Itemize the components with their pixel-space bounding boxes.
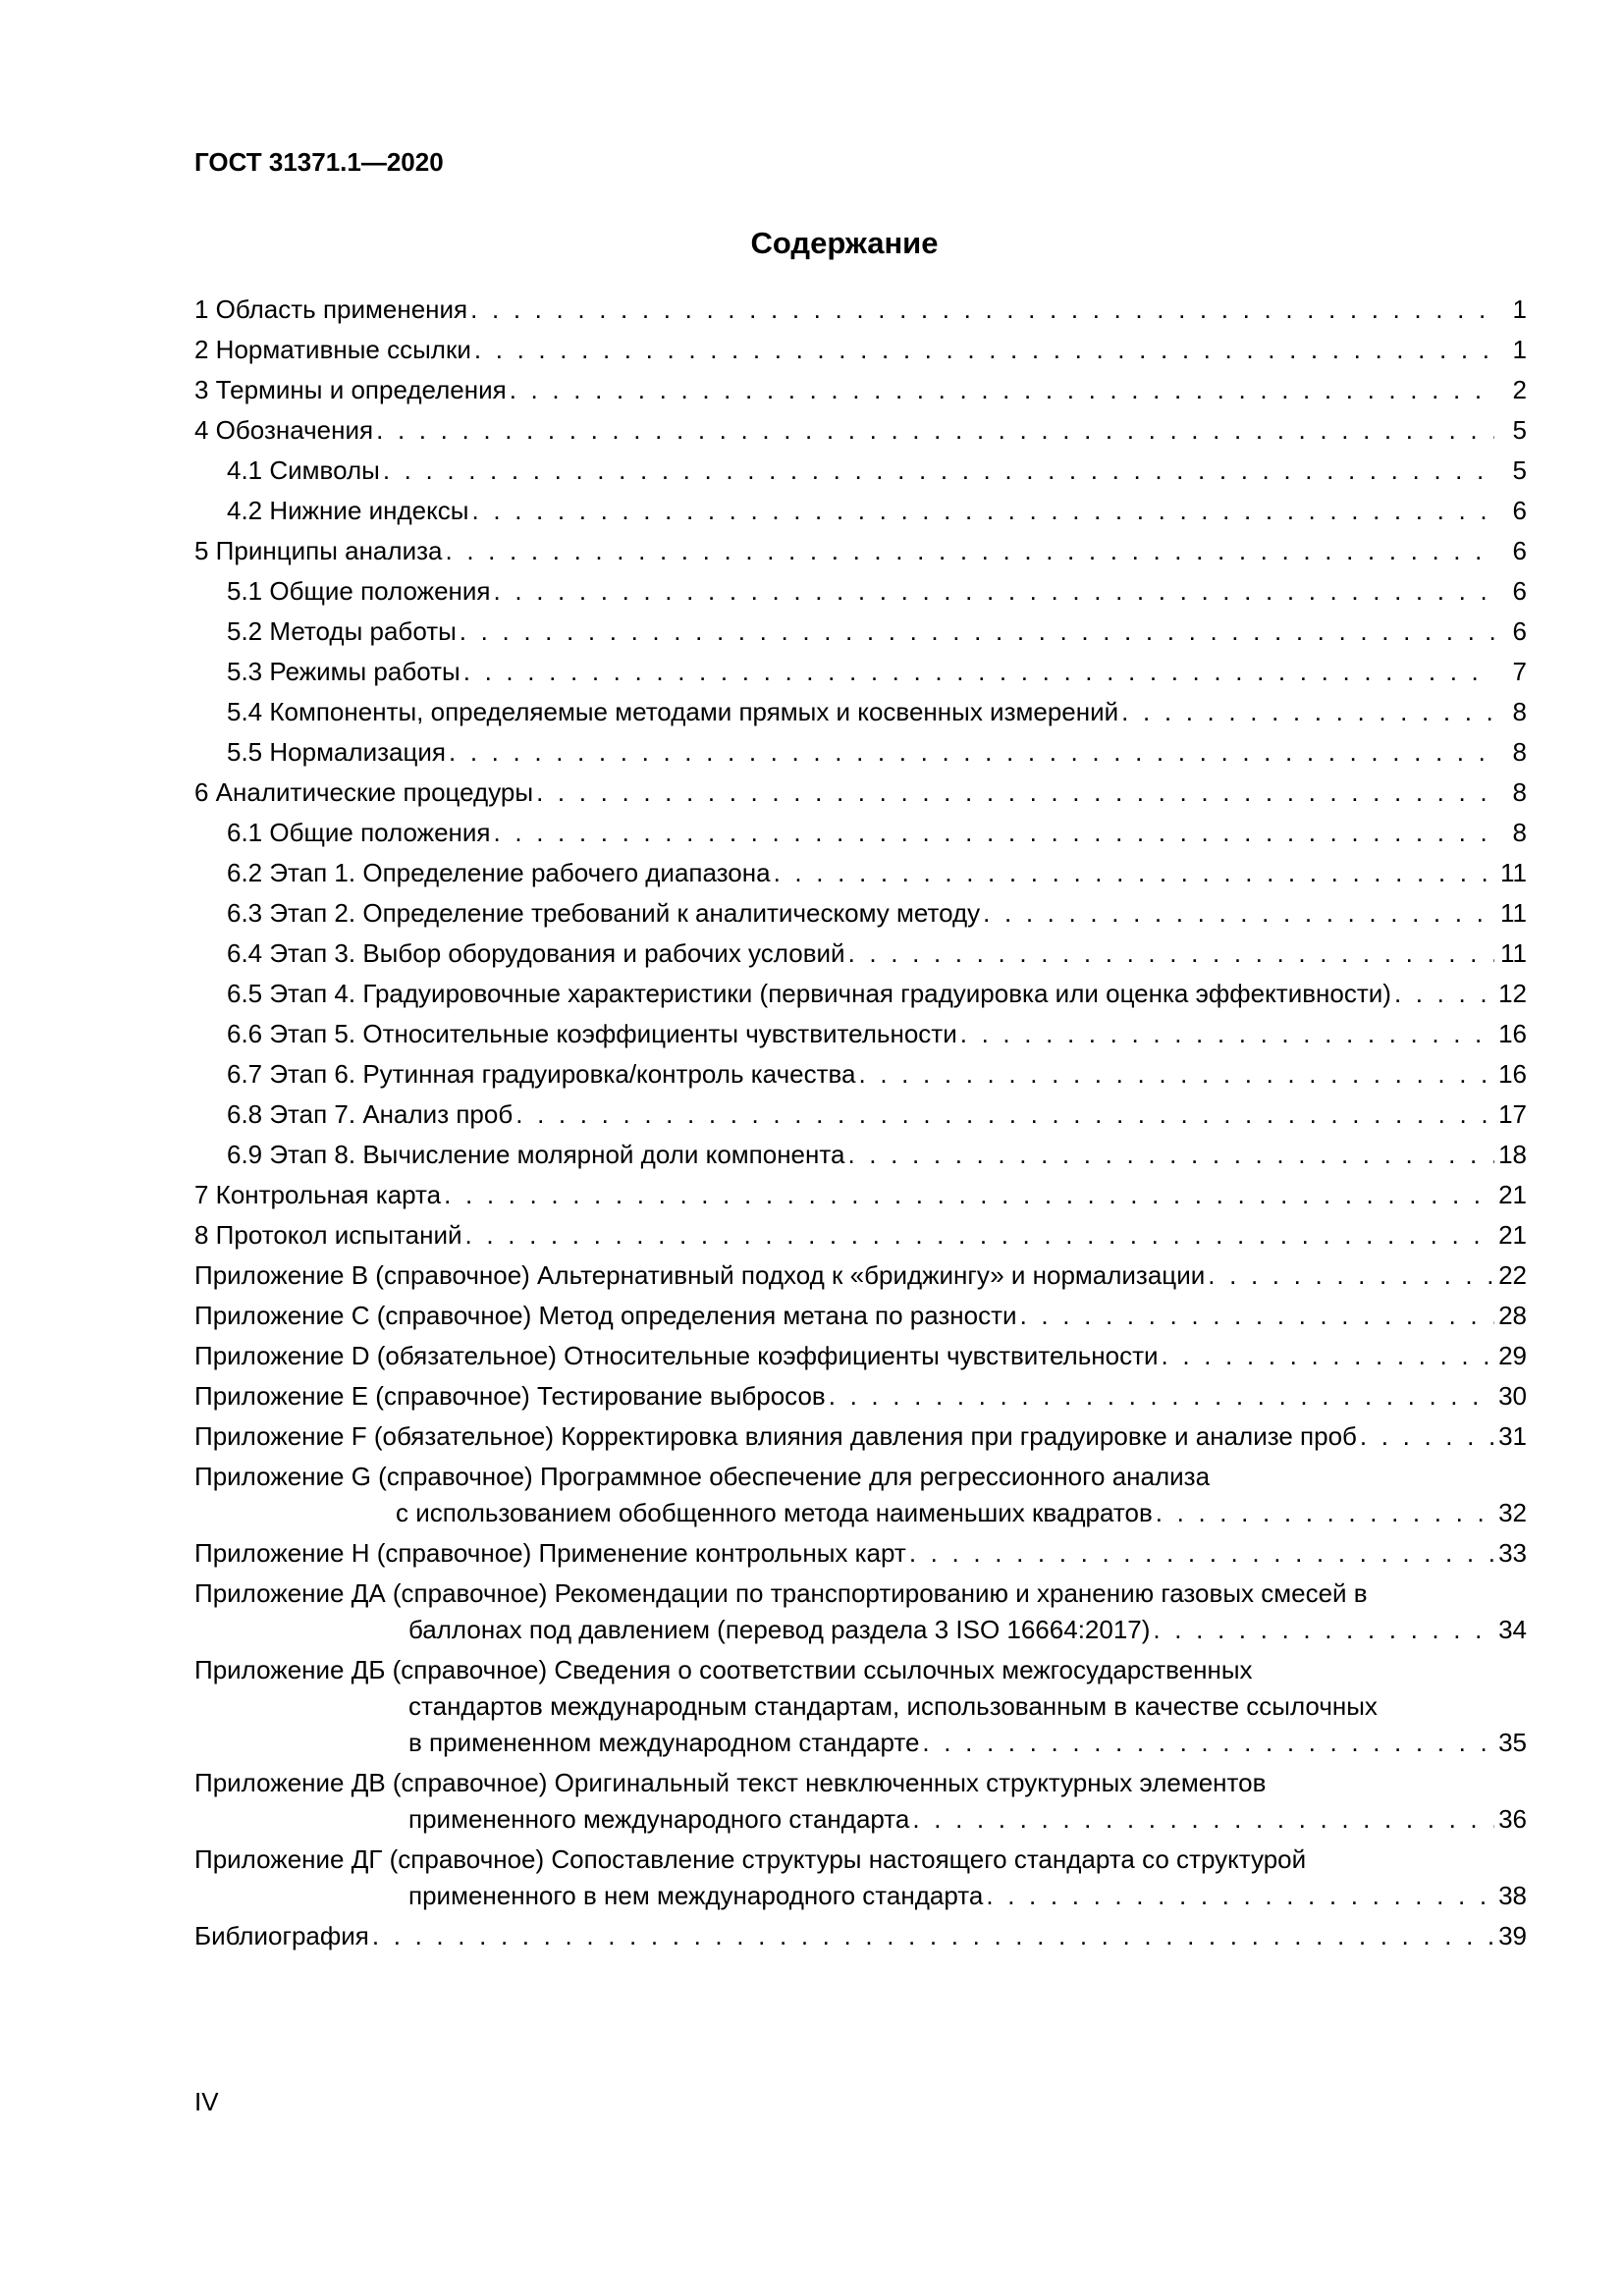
dot-leader xyxy=(449,734,1494,771)
toc-entry-text-continued: примененного международного стандарта xyxy=(408,1804,910,1834)
toc-subentry[interactable] xyxy=(194,734,1527,771)
dot-leader xyxy=(1360,1418,1494,1455)
toc-entry[interactable] xyxy=(194,1459,1527,1531)
toc-entry[interactable] xyxy=(194,372,1527,408)
toc-entry-page: 8 xyxy=(1512,818,1527,847)
dot-leader xyxy=(536,774,1494,811)
toc-entry-text: Приложение F (обязательное) Корректировка влияния давления при градуировке и анализе проб xyxy=(194,1421,1357,1451)
toc-subentry[interactable] xyxy=(194,815,1527,851)
toc-entry-text-continued: в примененном международном стандарте xyxy=(408,1728,920,1757)
toc-entry-text: 6 Аналитические процедуры xyxy=(194,777,534,807)
toc-entry-text: Приложение ДБ (справочное) Сведения о соответствии ссылочных межгосударственных xyxy=(194,1655,1253,1684)
toc-entry-page: 28 xyxy=(1498,1301,1527,1330)
toc-entry-text: 8 Протокол испытаний xyxy=(194,1220,462,1250)
toc-entry-page: 1 xyxy=(1512,335,1527,364)
toc-entry-text: Приложение В (справочное) Альтернативный подход к «бриджингу» и нормализации xyxy=(194,1260,1206,1290)
dot-leader xyxy=(858,1056,1494,1093)
toc-entry-page: 35 xyxy=(1498,1728,1527,1757)
toc-entry-text: Приложение Н (справочное) Применение контрольных карт xyxy=(194,1538,906,1568)
dot-leader xyxy=(1121,694,1494,730)
toc-subentry[interactable] xyxy=(194,573,1527,610)
toc-entry-page: 8 xyxy=(1512,777,1527,807)
toc-entry-text: Библиография xyxy=(194,1921,369,1950)
dot-leader xyxy=(376,412,1494,449)
toc-entry-page: 7 xyxy=(1512,657,1527,686)
dot-leader xyxy=(1394,976,1494,1012)
dot-leader xyxy=(1208,1257,1494,1294)
table-of-contents xyxy=(194,292,1527,1958)
dot-leader xyxy=(1153,1612,1494,1648)
toc-entry-page: 38 xyxy=(1498,1881,1527,1910)
toc-entry[interactable] xyxy=(194,1575,1527,1648)
toc-entry[interactable] xyxy=(194,1217,1527,1254)
toc-entry-page: 32 xyxy=(1498,1498,1527,1527)
toc-entry-text: Приложение G (справочное) Программное обеспечение для регрессионного анализа xyxy=(194,1462,1211,1491)
toc-entry[interactable] xyxy=(194,412,1527,449)
toc-entry-text: 5.5 Нормализация xyxy=(227,737,446,767)
toc-entry-text-continued: с использованием обобщенного метода наименьших квадратов xyxy=(396,1498,1153,1527)
standard-code: ГОСТ 31371.1—2020 xyxy=(194,147,444,177)
toc-entry-page: 29 xyxy=(1498,1341,1527,1370)
toc-entry-page: 1 xyxy=(1512,294,1527,324)
toc-subentry[interactable] xyxy=(194,1096,1527,1133)
toc-entry-text: 5.1 Общие положения xyxy=(227,576,491,606)
page-number: IV xyxy=(194,2087,219,2116)
toc-entry-text: Приложение ДВ (справочное) Оригинальный текст невключенных структурных элементов xyxy=(194,1768,1267,1797)
toc-entry[interactable] xyxy=(194,1918,1527,1954)
toc-entry-text: Приложение Е (справочное) Тестирование выбросов xyxy=(194,1381,826,1411)
toc-entry-text: 6.5 Этап 4. Градуировочные характеристики (первичная градуировка или оценка эффективности) xyxy=(227,979,1391,1008)
dot-leader xyxy=(372,1918,1494,1954)
toc-entry-text: 6.3 Этап 2. Определение требований к аналитическому методу xyxy=(227,898,981,928)
toc-entry-text: 3 Термины и определения xyxy=(194,375,507,404)
toc-entry-text: 5.4 Компоненты, определяемые методами прямых и косвенных измерений xyxy=(227,697,1119,726)
toc-entry[interactable] xyxy=(194,1652,1527,1761)
toc-entry[interactable] xyxy=(194,292,1527,328)
toc-subentry[interactable] xyxy=(194,935,1527,972)
toc-subentry[interactable] xyxy=(194,614,1527,650)
toc-entry[interactable] xyxy=(194,332,1527,368)
dot-leader xyxy=(922,1725,1494,1761)
toc-entry[interactable] xyxy=(194,1418,1527,1455)
toc-entry-text: 7 Контрольная карта xyxy=(194,1180,442,1209)
toc-entry-page: 8 xyxy=(1512,737,1527,767)
toc-entry-text: 5 Принципы анализа xyxy=(194,536,443,565)
toc-entry-page: 31 xyxy=(1498,1421,1527,1451)
toc-entry-page: 12 xyxy=(1498,979,1527,1008)
dot-leader xyxy=(460,614,1494,650)
toc-entry-text: Приложение С (справочное) Метод определения метана по разности xyxy=(194,1301,1017,1330)
dot-leader xyxy=(848,935,1494,972)
dot-leader xyxy=(510,372,1494,408)
toc-entry-text: 6.9 Этап 8. Вычисление молярной доли компонента xyxy=(227,1140,845,1169)
toc-entry-text-continued: стандартов международным стандартам, использованным в качестве ссылочных xyxy=(408,1691,1378,1721)
toc-entry-page: 6 xyxy=(1512,576,1527,606)
toc-entry-text: 6.8 Этап 7. Анализ проб xyxy=(227,1099,514,1129)
toc-entry-page: 39 xyxy=(1498,1921,1527,1950)
dot-leader xyxy=(463,654,1494,690)
toc-subentry[interactable] xyxy=(194,1056,1527,1093)
toc-entry-text: 5.3 Режимы работы xyxy=(227,657,460,686)
toc-entry-text: Приложение ДГ (справочное) Сопоставление структуры настоящего стандарта со структурой xyxy=(194,1844,1307,1874)
dot-leader xyxy=(465,1217,1494,1254)
toc-subentry[interactable] xyxy=(194,1016,1527,1052)
toc-entry-page: 6 xyxy=(1512,616,1527,646)
toc-entry-page: 11 xyxy=(1500,858,1527,887)
toc-entry-page: 34 xyxy=(1498,1615,1527,1644)
toc-entry-page: 6 xyxy=(1512,496,1527,525)
dot-leader xyxy=(829,1378,1494,1415)
toc-entry-text: 4 Обозначения xyxy=(194,415,374,445)
dot-leader xyxy=(847,1137,1494,1173)
dot-leader xyxy=(983,895,1494,932)
toc-subentry[interactable] xyxy=(194,976,1527,1012)
toc-entry[interactable] xyxy=(194,1535,1527,1572)
toc-entry-text-continued: примененного в нем международного стандарта xyxy=(408,1881,984,1910)
toc-entry-text: 6.7 Этап 6. Рутинная градуировка/контроль качества xyxy=(227,1059,856,1089)
toc-entry-page: 21 xyxy=(1498,1220,1527,1250)
dot-leader xyxy=(1156,1495,1494,1531)
toc-subentry[interactable] xyxy=(194,493,1527,529)
toc-entry-page: 21 xyxy=(1498,1180,1527,1209)
dot-leader xyxy=(444,1177,1494,1213)
toc-entry-page: 17 xyxy=(1498,1099,1527,1129)
dot-leader xyxy=(383,453,1494,489)
toc-entry-page: 16 xyxy=(1498,1059,1527,1089)
toc-entry-page: 11 xyxy=(1500,938,1527,968)
toc-entry-text: 6.1 Общие положения xyxy=(227,818,491,847)
toc-entry-page: 8 xyxy=(1512,697,1527,726)
dot-leader xyxy=(1162,1338,1494,1374)
toc-subentry[interactable] xyxy=(194,453,1527,489)
toc-entry[interactable] xyxy=(194,1842,1527,1914)
dot-leader xyxy=(960,1016,1494,1052)
toc-entry-page: 30 xyxy=(1498,1381,1527,1411)
page-title: Содержание xyxy=(750,226,939,260)
toc-entry-text: 4.2 Нижние индексы xyxy=(227,496,469,525)
toc-entry-page: 16 xyxy=(1498,1019,1527,1048)
toc-entry-text: 1 Область применения xyxy=(194,294,468,324)
dot-leader xyxy=(472,493,1495,529)
toc-entry[interactable] xyxy=(194,533,1527,569)
toc-entry-page: 33 xyxy=(1498,1538,1527,1568)
toc-entry-page: 2 xyxy=(1512,375,1527,404)
toc-entry[interactable] xyxy=(194,1298,1527,1334)
dot-leader xyxy=(774,855,1494,891)
dot-leader xyxy=(986,1878,1494,1914)
toc-subentry[interactable] xyxy=(194,694,1527,730)
toc-entry-page: 36 xyxy=(1498,1804,1527,1834)
dot-leader xyxy=(515,1096,1494,1133)
toc-entry-text: Приложение D (обязательное) Относительные коэффициенты чувствительности xyxy=(194,1341,1159,1370)
toc-entry-text: 5.2 Методы работы xyxy=(227,616,457,646)
toc-entry[interactable] xyxy=(194,1338,1527,1374)
toc-entry[interactable] xyxy=(194,1378,1527,1415)
dot-leader xyxy=(1020,1298,1494,1334)
toc-subentry[interactable] xyxy=(194,895,1527,932)
toc-entry-page: 5 xyxy=(1512,455,1527,485)
dot-leader xyxy=(912,1801,1494,1838)
dot-leader xyxy=(494,815,1495,851)
toc-entry[interactable] xyxy=(194,1177,1527,1213)
toc-subentry[interactable] xyxy=(194,1137,1527,1173)
toc-entry-page: 11 xyxy=(1500,898,1527,928)
toc-entry-text: 6.4 Этап 3. Выбор оборудования и рабочих условий xyxy=(227,938,845,968)
toc-subentry[interactable] xyxy=(194,654,1527,690)
dot-leader xyxy=(470,292,1494,328)
toc-entry-text: 6.2 Этап 1. Определение рабочего диапазона xyxy=(227,858,771,887)
toc-entry-page: 5 xyxy=(1512,415,1527,445)
toc-entry[interactable] xyxy=(194,1257,1527,1294)
dot-leader xyxy=(445,533,1494,569)
toc-entry-page: 18 xyxy=(1498,1140,1527,1169)
toc-entry-text: Приложение ДА (справочное) Рекомендации по транспортированию и хранению газовых смесей в xyxy=(194,1578,1368,1608)
toc-subentry[interactable] xyxy=(194,855,1527,891)
toc-entry-text-continued: баллонах под давлением (перевод раздела 3 ISO 16664:2017) xyxy=(408,1615,1151,1644)
toc-entry-page: 6 xyxy=(1512,536,1527,565)
toc-entry[interactable] xyxy=(194,1765,1527,1838)
toc-entry-text: 2 Нормативные ссылки xyxy=(194,335,471,364)
dot-leader xyxy=(474,332,1494,368)
dot-leader xyxy=(909,1535,1494,1572)
toc-entry-page: 22 xyxy=(1498,1260,1527,1290)
toc-entry-text: 6.6 Этап 5. Относительные коэффициенты чувствительности xyxy=(227,1019,957,1048)
toc-entry[interactable] xyxy=(194,774,1527,811)
dot-leader xyxy=(494,573,1495,610)
toc-entry-text: 4.1 Символы xyxy=(227,455,380,485)
